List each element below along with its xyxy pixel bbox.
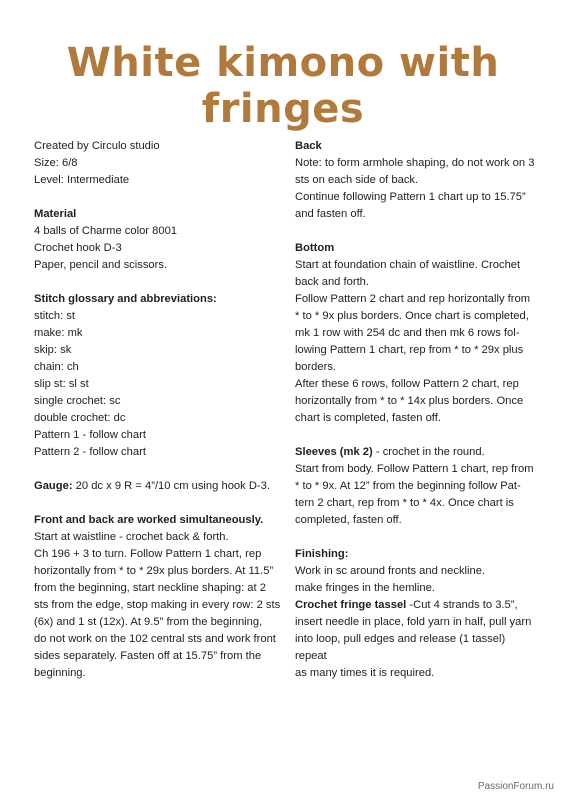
bottom-line: borders. (295, 361, 337, 373)
watermark: PassionForum.ru (477, 781, 554, 792)
bottom-line: mk 1 row with 254 dc and then mk 6 rows fol- (295, 327, 520, 339)
sleeves-heading-line (295, 444, 540, 461)
sleeves-line: completed, fasten off. (295, 514, 402, 526)
tassel-line: as many times it is required. (295, 667, 435, 679)
front-back-heading: Front and back are worked simultaneously. (34, 514, 264, 526)
sleeves-line: * to * 9x. At 12” from the beginning follow Pat- (295, 480, 521, 492)
glossary-line: slip st: sl st (34, 378, 89, 390)
bottom-line: After these 6 rows, follow Pattern 2 chart, rep (295, 378, 519, 390)
glossary-line: make: mk (34, 327, 83, 339)
material-line: Paper, pencil and scissors. (34, 259, 168, 271)
bottom-line: chart is completed, fasten off. (295, 412, 441, 424)
bottom-line: * to * 9x plus borders. Once chart is completed, (295, 310, 529, 322)
front-line: horizontally from * to * 29x plus borders. At 11.5” (34, 565, 274, 577)
material-line: 4 balls of Charme color 8001 (34, 225, 178, 237)
gauge-line (34, 478, 284, 495)
back-line: sts on each side of back. (295, 174, 419, 186)
tassel-heading-line (295, 597, 540, 614)
page-title: White kimono with fringes (66, 40, 500, 132)
tassel-heading: Crochet fringe tassel (295, 599, 407, 611)
finishing-heading: Finishing: (295, 548, 349, 560)
gauge-text: 20 dc x 9 R = 4”/10 cm using hook D-3. (72, 480, 270, 492)
glossary-heading: Stitch glossary and abbreviations: (34, 293, 217, 305)
bottom-heading: Bottom (295, 242, 335, 254)
glossary-line: single crochet: sc (34, 395, 121, 407)
front-line: (6x) and 1 st (12x). At 9.5” from the beginning, (34, 616, 263, 628)
finishing-line: Work in sc around fronts and neckline. (295, 565, 486, 577)
sleeves-line: Start from body. Follow Pattern 1 chart, rep from (295, 463, 534, 475)
glossary-line: double crochet: dc (34, 412, 126, 424)
bottom-line: back and forth. (295, 276, 370, 288)
back-line: Note: to form armhole shaping, do not work on 3 (295, 157, 535, 169)
sleeves-line: tern 2 chart, rep from * to * 4x. Once chart is (295, 497, 514, 509)
right-column (295, 138, 540, 682)
front-line: do not work on the 102 central sts and work front (34, 633, 276, 645)
sleeves-heading: Sleeves (mk 2) (295, 446, 373, 458)
bottom-line: horizontally from * to * 14x plus borders. Once (295, 395, 524, 407)
glossary-line: stitch: st (34, 310, 76, 322)
bottom-line: Start at foundation chain of waistline. Crochet (295, 259, 521, 271)
front-line: sides separately. Fasten off at 15.75” from the (34, 650, 262, 662)
gauge-label: Gauge: (34, 480, 73, 492)
bottom-line: Follow Pattern 2 chart and rep horizontally from (295, 293, 531, 305)
glossary-line: Pattern 1 - follow chart (34, 429, 146, 441)
material-line: Crochet hook D-3 (34, 242, 122, 254)
back-line: Continue following Pattern 1 chart up to 15.75” (295, 191, 526, 203)
glossary-line: Pattern 2 - follow chart (34, 446, 146, 458)
glossary-line: chain: ch (34, 361, 79, 373)
tassel-heading-rest: -Cut 4 strands to 3.5”, (406, 599, 518, 611)
finishing-line: make fringes in the hemline. (295, 582, 435, 594)
left-column (34, 138, 284, 682)
material-heading: Material (34, 208, 77, 220)
front-line: sts from the edge, stop making in every row: 2 sts (34, 599, 281, 611)
tassel-line: into loop, pull edges and release (1 tassel) repeat (295, 633, 506, 662)
front-line: from the beginning, start neckline shaping: at 2 (34, 582, 266, 594)
back-line: and fasten off. (295, 208, 366, 220)
glossary-line: skip: sk (34, 344, 72, 356)
tassel-line: insert needle in place, fold yarn in half, pull yarn (295, 616, 532, 628)
sleeves-heading-rest: - crochet in the round. (372, 446, 485, 458)
intro-line: Created by Circulo studio (34, 140, 160, 152)
front-line: Ch 196 + 3 to turn. Follow Pattern 1 chart, rep (34, 548, 262, 560)
intro-line: Level: Intermediate (34, 174, 130, 186)
front-line: Start at waistline - crochet back & forth. (34, 531, 229, 543)
intro-line: Size: 6/8 (34, 157, 78, 169)
bottom-line: lowing Pattern 1 chart, rep from * to * 29x plus (295, 344, 524, 356)
back-heading: Back (295, 140, 322, 152)
front-line: beginning. (34, 667, 86, 679)
